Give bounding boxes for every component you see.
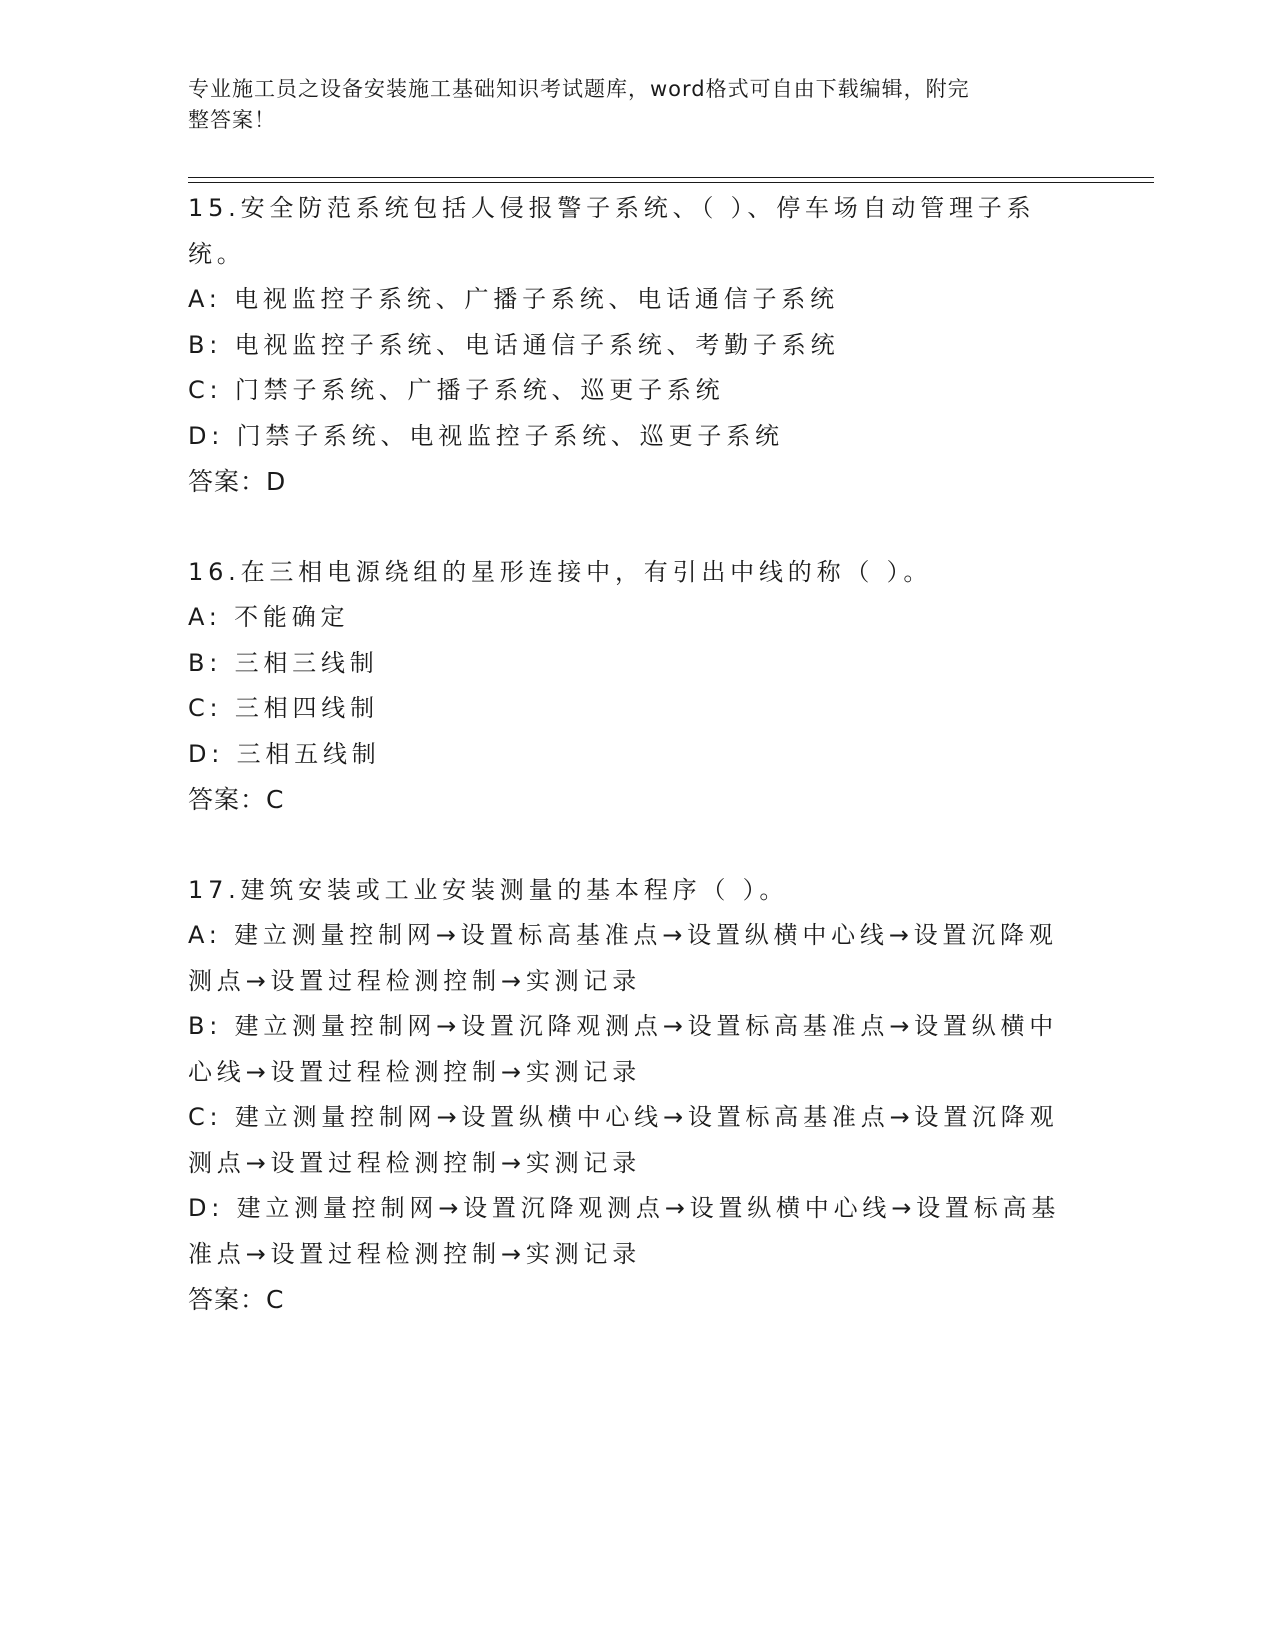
question-stem: 15.安全防范系统包括人侵报警子系统、（ ）、停车场自动管理子系统。	[188, 194, 1036, 268]
question-stem: 17.建筑安装或工业安装测量的基本程序（ ）。	[188, 875, 789, 904]
question-stem: 16.在三相电源绕组的星形连接中，有引出中线的称（ ）。	[188, 557, 933, 586]
option-a: A: 不能确定	[188, 603, 350, 631]
question-list	[188, 186, 1068, 1323]
document-header: 专业施工员之设备安装施工基础知识考试题库，word格式可自由下载编辑，附完 整答案！	[188, 77, 970, 132]
question-16	[188, 550, 1068, 823]
option-c: C: 三相四线制	[188, 694, 379, 722]
option-b: B: 电视监控子系统、电话通信子系统、考勤子系统	[188, 330, 840, 359]
option-b: B: 三相三线制	[188, 648, 379, 677]
option-d: D: 三相五线制	[188, 739, 381, 768]
option-b: B: 建立测量控制网→设置沉降观测点→设置标高基准点→设置纵横中心线→设置过程检测控制→实测记录	[188, 1012, 1059, 1086]
option-a: A: 电视监控子系统、广播子系统、电话通信子系统	[188, 285, 839, 313]
answer-label: 答案：C	[188, 1285, 285, 1314]
question-15	[188, 186, 1068, 505]
option-c: C: 建立测量控制网→设置纵横中心线→设置标高基准点→设置沉降观测点→设置过程检测控制→实测记录	[188, 1103, 1059, 1177]
header-divider-top	[188, 177, 1154, 178]
answer-label: 答案：C	[188, 785, 285, 814]
header-divider-bottom	[188, 182, 1154, 183]
question-17	[188, 868, 1068, 1323]
answer-label: 答案：D	[188, 467, 287, 496]
option-c: C: 门禁子系统、广播子系统、巡更子系统	[188, 376, 725, 404]
option-a: A: 建立测量控制网→设置标高基准点→设置纵横中心线→设置沉降观测点→设置过程检测控制→实测记录	[188, 921, 1058, 995]
option-d: D: 建立测量控制网→设置沉降观测点→设置纵横中心线→设置标高基准点→设置过程检测控制→实测记录	[188, 1194, 1061, 1268]
option-d: D: 门禁子系统、电视监控子系统、巡更子系统	[188, 421, 784, 450]
